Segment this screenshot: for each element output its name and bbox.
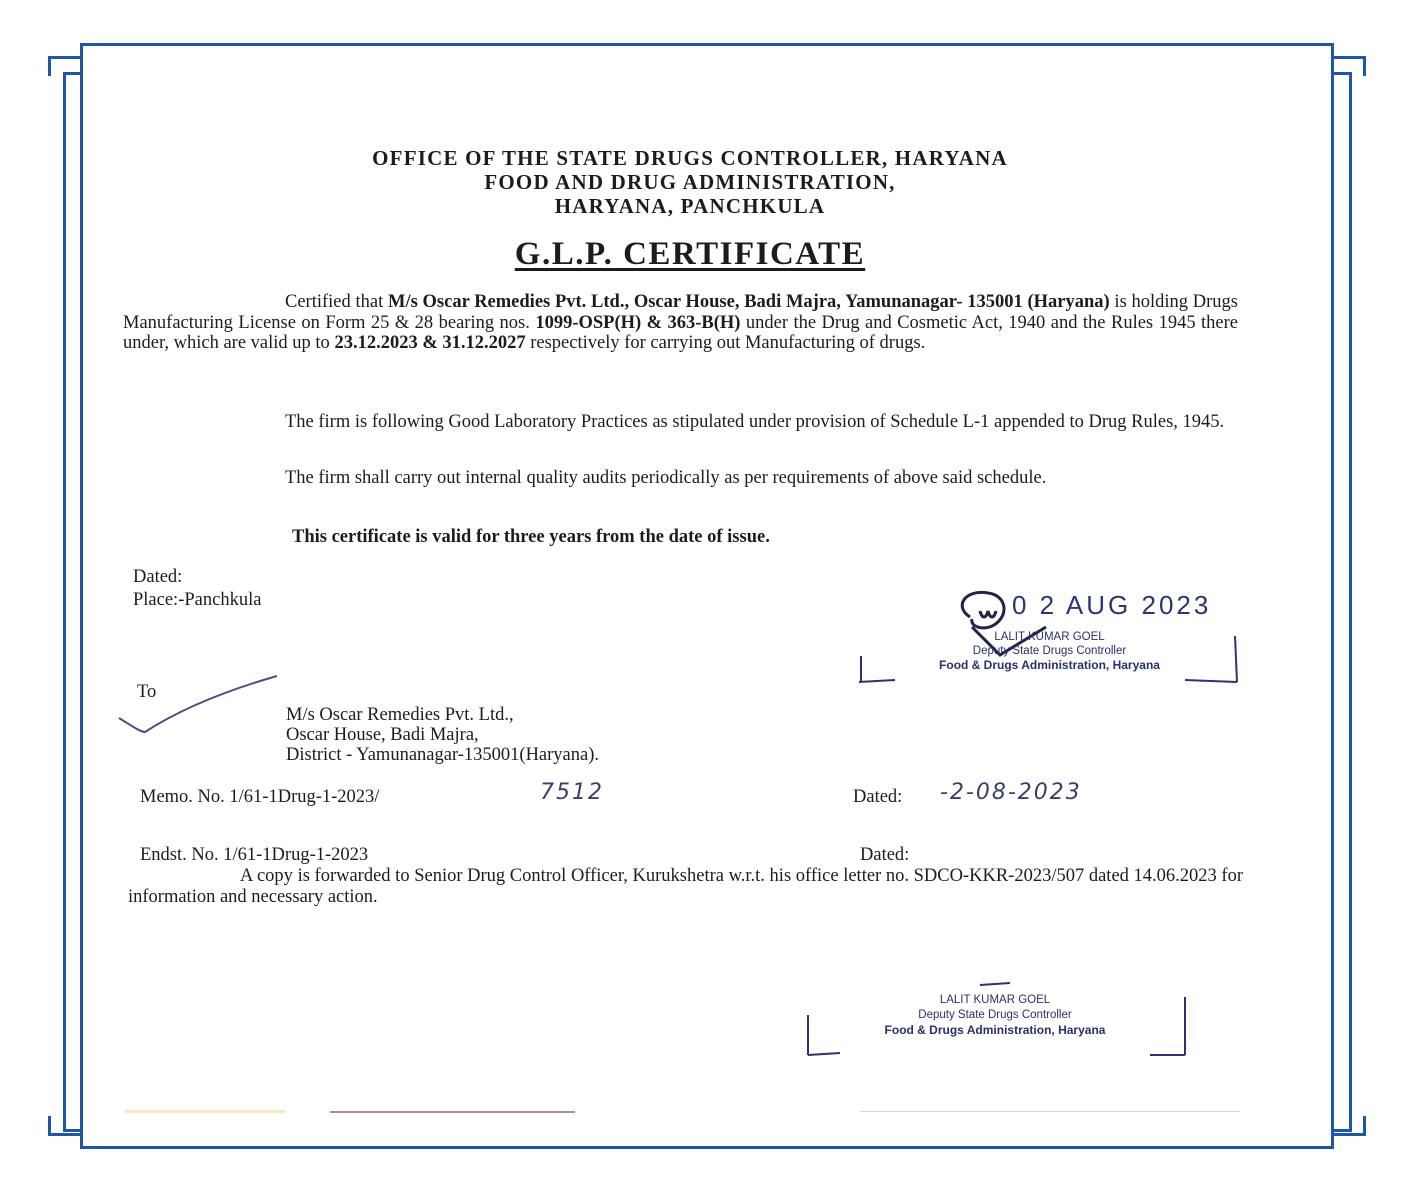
audit-statement: The firm shall carry out internal quality audits periodically as per requirements of above said schedule. [285, 468, 1047, 488]
certificate-paragraph-2 [123, 412, 1238, 433]
stamp-border [855, 628, 1245, 688]
office-location: HARYANA, PANCHKULA [554, 194, 826, 218]
department-name: FOOD AND DRUG ADMINISTRATION, [484, 170, 896, 194]
scan-artifact-2 [330, 1111, 575, 1113]
certificate-paragraph-1 [123, 292, 1238, 354]
office-name: OFFICE OF THE STATE DRUGS CONTROLLER, HARYANA [372, 146, 1008, 170]
memo-number-label: Memo. No. 1/61-1Drug-1-2023/ [140, 787, 380, 807]
license-numbers: 1099-OSP(H) & 363-B(H) [535, 312, 741, 333]
tick-mark [115, 670, 285, 740]
endorsement-body: A copy is forwarded to Senior Drug Control Officer, Kurukshetra w.r.t. his office letter no. SDCO-KKR-2023/507 dated 14.06.2023 for information and necessary action. [128, 866, 1243, 907]
stamp-office: Food & Drugs Administration, Haryana [939, 658, 1160, 672]
address-line-2: Oscar House, Badi Majra, [286, 725, 479, 745]
address-line-1: M/s Oscar Remedies Pvt. Ltd., [286, 705, 514, 725]
firm-name-address: M/s Oscar Remedies Pvt. Ltd., Oscar House, Badi Majra, Yamunanagar- 135001 (Haryana) [387, 292, 1110, 312]
glp-statement: The firm is following Good Laboratory Practices as stipulated under provision of Schedule L-1 appended to Drug Rules, 1945. [285, 412, 1225, 432]
address-line-3: District - Yamunanagar-135001(Haryana). [286, 745, 600, 765]
stamp2-designation: Deputy State Drugs Controller [918, 1009, 1072, 1021]
dated-label: Dated: [133, 567, 183, 587]
scan-artifact-1 [125, 1110, 285, 1113]
para1-text-2: is holding Drugs Manufacturing License on Form 25 & 28 bearing nos. [123, 292, 1238, 333]
stamp2-name: LALIT KUMAR GOEL [939, 994, 1051, 1006]
para1-text-4: respectively for carrying out Manufacturing of drugs. [525, 333, 926, 354]
to-label: To [137, 682, 157, 702]
validity-dates: 23.12.2023 & 31.12.2027 [334, 333, 526, 354]
certificate-paragraph-3 [123, 468, 1238, 489]
endorsement-dated-label: Dated: [860, 845, 910, 865]
memo-handwritten-date: -2-08-2023 [940, 780, 1082, 805]
validity-statement: This certificate is valid for three years from the date of issue. [292, 527, 770, 547]
memo-handwritten-number: 7512 [540, 780, 604, 805]
scan-artifact-3 [860, 1111, 1240, 1112]
memo-dated-label: Dated: [853, 787, 903, 807]
para1-text-3: under the Drug and Cosmetic Act, 1940 and the Rules 1945 there under, which are valid up to [123, 312, 1238, 354]
endorsement-text [128, 866, 1243, 907]
place-label: Place:-Panchkula [133, 590, 262, 610]
stamp2-border [800, 975, 1195, 1060]
stamp-name: LALIT KUMAR GOEL [994, 631, 1105, 643]
date-stamp: 0 2 AUG 2023 [1012, 590, 1212, 620]
stamp-designation: Deputy State Drugs Controller [972, 645, 1127, 657]
certificate-title: G.L.P. CERTIFICATE [514, 236, 866, 272]
endorsement-number: Endst. No. 1/61-1Drug-1-2023 [140, 845, 369, 865]
stamp2-office: Food & Drugs Administration, Haryana [884, 1023, 1106, 1037]
para1-text-1: Certified that [285, 292, 388, 312]
